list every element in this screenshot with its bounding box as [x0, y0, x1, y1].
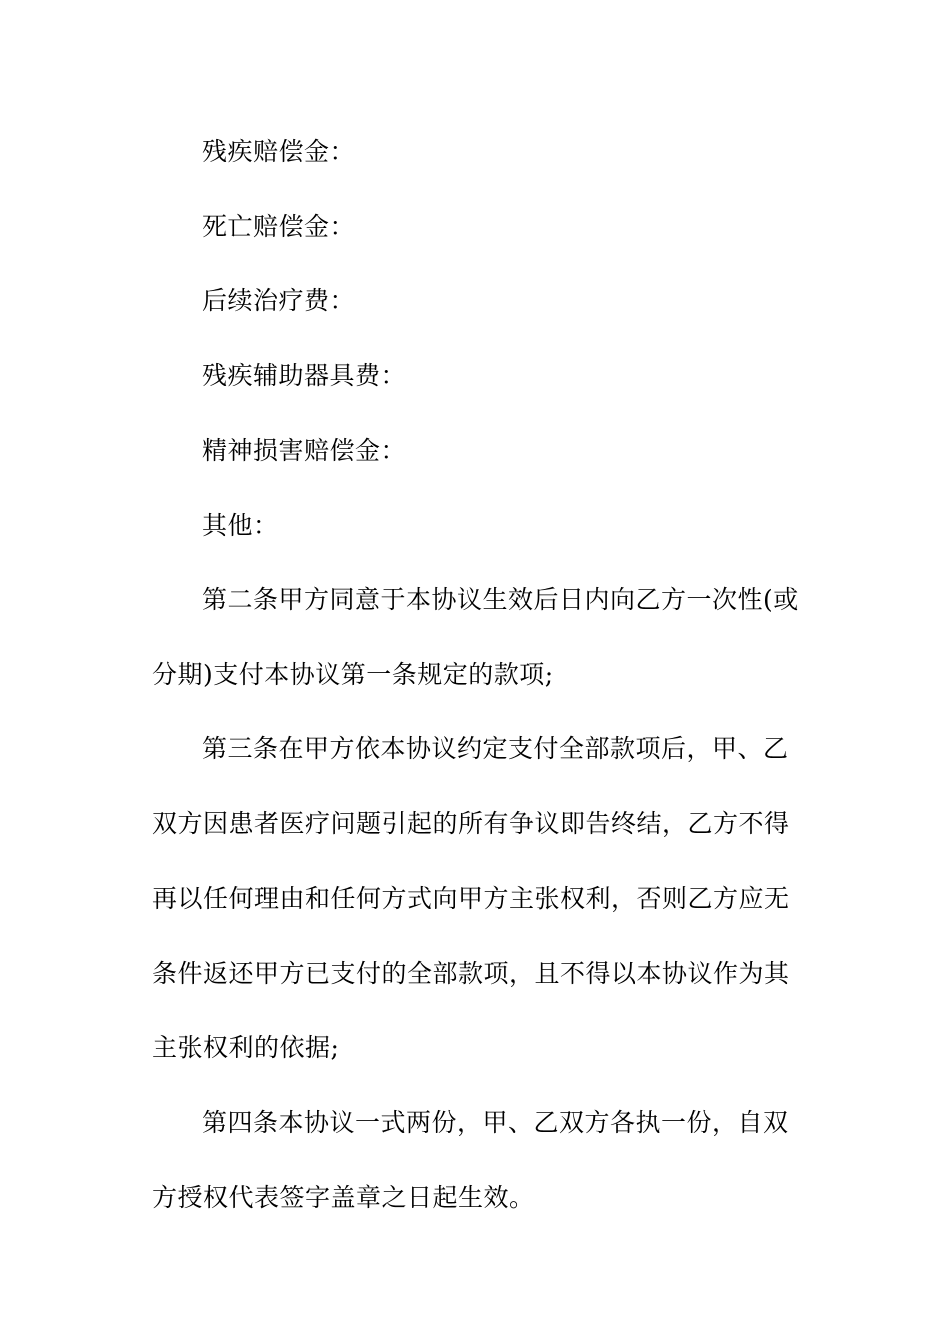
item-other: 其他： — [202, 511, 279, 540]
article-2-line-2: 分期)支付本协议第一条规定的款项; — [152, 660, 554, 689]
item-mental-damage: 精神损害赔偿金： — [202, 436, 407, 465]
article-3-line-2: 双方因患者医疗问题引起的所有争议即告终结，乙方不得 — [152, 809, 790, 838]
article-3-line-4: 条件返还甲方已支付的全部款项，且不得以本协议作为其 — [152, 959, 790, 988]
item-death-compensation: 死亡赔偿金： — [202, 212, 356, 241]
article-4-line-1: 第四条本协议一式两份，甲、乙双方各执一份，自双 — [202, 1108, 789, 1137]
article-3-line-3: 再以任何理由和任何方式向甲方主张权利，否则乙方应无 — [152, 884, 790, 913]
item-follow-up-treatment: 后续治疗费： — [202, 286, 356, 315]
article-3-line-1: 第三条在甲方依本协议约定支付全部款项后，甲、乙 — [202, 734, 789, 763]
item-assistive-devices: 残疾辅助器具费： — [202, 361, 407, 390]
article-4-line-2: 方授权代表签字盖章之日起生效。 — [152, 1183, 535, 1212]
article-3-line-5: 主张权利的依据; — [152, 1033, 340, 1062]
article-2-line-1: 第二条甲方同意于本协议生效后日内向乙方一次性(或 — [202, 585, 799, 614]
item-disability-compensation: 残疾赔偿金： — [202, 137, 356, 166]
